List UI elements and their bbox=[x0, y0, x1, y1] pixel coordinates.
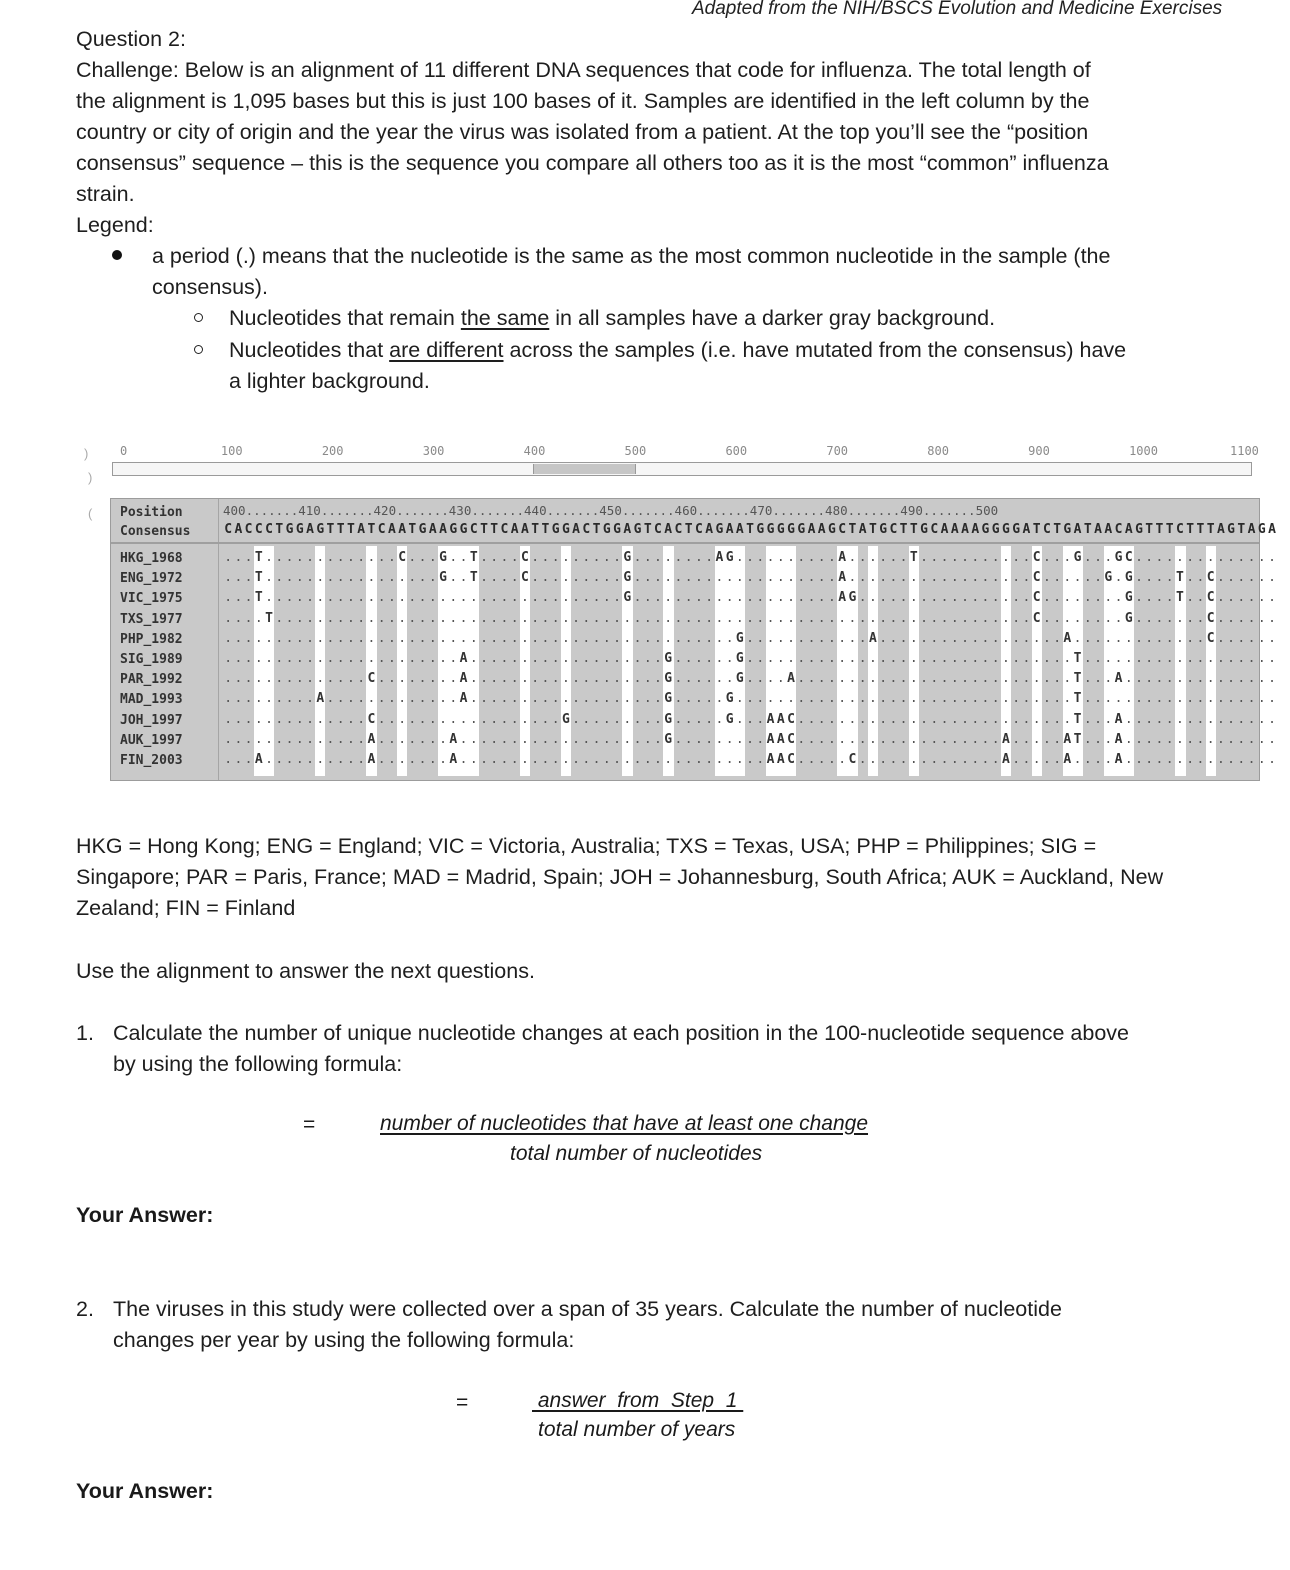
sample-label: PAR_1992 bbox=[120, 672, 183, 688]
sequence-row: . . . . T . . . . . . . . . . . . . . . . . . . . . . . . . . . . . . . . . . . . . . . . . . . . . . . . . . . . . . . . . . . . . . . . . . . . . . . . . . C . . . . . . . . G . . . . . . . C . . . . . . bbox=[224, 610, 1276, 626]
bullet-icon bbox=[112, 250, 122, 260]
sample-label: JOH_1997 bbox=[120, 712, 183, 728]
sequence-row: . . . . . . . . . . . . . . . . . . . . . . . A . . . . . . . . . . . . . . . . . . . G . . . . . . G . . . . . . . . . . . . . . . . . . . . . . . . . . . . . . . . T . . . . . . . . . . . . . . . . . . . bbox=[224, 651, 1276, 666]
sequence-row: . . . . . . . . . . . . . . C . . . . . . . . A . . . . . . . . . . . . . . . . . . . G . . . . . . G . . . . A . . . . . . . . . . . . . . . . . . . . . . . . . . . T . . . A . . . . . . . . . . . . . . . bbox=[224, 671, 1276, 687]
underlined-term: the same bbox=[460, 306, 550, 330]
position-label: Position bbox=[120, 505, 183, 520]
ruler-tick-label: 300 bbox=[422, 444, 445, 458]
sample-label: HKG_1968 bbox=[120, 551, 183, 566]
sequence-row: . . . . . . . . . . . . . . C . . . . . . . . . . . . . . . . . . G . . . . . . . . . G . . . . . G . . . A A C . . . . . . . . . . . . . . . . . . . . . . . . . . . T . . . A . . . . . . . . . . . . . . . bbox=[224, 711, 1276, 727]
sequence-row: . . . A . . . . . . . . . . A . . . . . . . A . . . . . . . . . . . . . . . . . . . . . . . . . . . . . . A A C . . . . . C . . . . . . . . . . . . . . A . . . . . A . . . . A . . . . . . . . . . . . . . . bbox=[224, 752, 1276, 767]
ruler-tick-label: 100 bbox=[220, 444, 243, 458]
legend-bullet-line: a period (.) means that the nucleotide is the same as the most common nucleotide in the sample (the bbox=[152, 244, 1111, 268]
sample-label: FIN_2003 bbox=[120, 753, 183, 768]
formula-1-denominator: total number of nucleotides bbox=[510, 1142, 763, 1165]
question-line: Calculate the number of unique nucleotide changes at each position in the 100-nucleotide sequence above bbox=[113, 1021, 1130, 1045]
answer-label-1: Your Answer: bbox=[76, 1203, 214, 1227]
formula-1-equals: = bbox=[303, 1113, 316, 1136]
sequence-row: . . . T . . . . . . . . . . . . . . . . . G . . T . . . . C . . . . . . . . . G . . . . . . . . . . . . . . . . . . . . A . . . . . . . . . . . . . . . . . . C . . . . . . G . G . . . . T . . C . . . . . . bbox=[224, 570, 1276, 586]
ruler-tick-label: 600 bbox=[725, 444, 748, 458]
ruler-tick-label: 900 bbox=[1028, 444, 1050, 458]
ruler-tick-label: 0 bbox=[120, 444, 128, 458]
sample-label: ENG_1972 bbox=[120, 571, 183, 587]
sample-label: VIC_1975 bbox=[120, 591, 183, 607]
sample-label: PHP_1982 bbox=[120, 631, 183, 647]
underlined-term: are different bbox=[389, 338, 504, 362]
abbreviations-line: HKG = Hong Kong; ENG = England; VIC = Victoria, Australia; TXS = Texas, USA; PHP = Philippines; SIG = bbox=[76, 834, 1097, 858]
hollow-bullet-icon bbox=[194, 345, 203, 354]
abbreviations-key bbox=[76, 831, 1236, 924]
sequence-row: . . . . . . . . . . . . . . A . . . . . . . A . . . . . . . . . . . . . . . . . . . . G . . . . . . . . . A A C . . . . . . . . . . . . . . . . . . . . A . . . . . A T . . . A . . . . . . . . . . . . . . . bbox=[224, 731, 1276, 747]
answer-label-2: Your Answer: bbox=[76, 1479, 214, 1503]
margin-mark: ) bbox=[84, 446, 89, 461]
ruler-tick-label: 500 bbox=[624, 444, 647, 458]
legend-bullet-text bbox=[152, 241, 1222, 303]
sequence-row: . . . . . . . . . . . . . . . . . . . . . . . . . . . . . . . . . . . . . . . . . . . . . . . . . . G . . . . . . . . . . . . A . . . . . . . . . . . . . . . . . . A . . . . . . . . . . . . . C . . . . . . bbox=[224, 630, 1276, 646]
instruction-text: Use the alignment to answer the next questions. bbox=[76, 959, 535, 983]
question-line: The viruses in this study were collected over a span of 35 years. Calculate the number of nucleotide bbox=[113, 1297, 1062, 1321]
consensus-label: Consensus bbox=[120, 524, 191, 539]
position-ruler-line: 400.......410.......420.......430.......440.......450.......460.......470.......480.......490.......500 bbox=[223, 503, 999, 518]
intro-line: consensus” sequence – this is the sequence you compare all others too as it is the most “common” influenza bbox=[76, 151, 1109, 175]
sample-label: TXS_1977 bbox=[120, 611, 183, 627]
source-attribution: Adapted from the NIH/BSCS Evolution and Medicine Exercises bbox=[692, 0, 1223, 19]
ruler-tick-label: 1000 bbox=[1129, 444, 1158, 458]
formula-2-numerator: answer from Step 1 bbox=[532, 1389, 744, 1412]
formula-1-numerator: number of nucleotides that have at least one change bbox=[380, 1112, 869, 1135]
ruler-tick-label: 200 bbox=[321, 444, 344, 458]
question-line: changes per year by using the following formula: bbox=[113, 1328, 575, 1352]
question-title: Question 2: bbox=[76, 27, 186, 51]
margin-mark: ) bbox=[88, 470, 93, 485]
legend-bullet-line: consensus). bbox=[152, 275, 268, 299]
sample-label: SIG_1989 bbox=[120, 652, 183, 667]
formula-2-equals: = bbox=[456, 1391, 469, 1414]
ruler-tick-label: 800 bbox=[927, 444, 949, 458]
ruler-tick-label: 1100 bbox=[1230, 444, 1259, 458]
intro-line: country or city of origin and the year the virus was isolated from a patient. At the top you’ll see the “position bbox=[76, 120, 1089, 144]
ruler-tick-label: 400 bbox=[523, 444, 546, 458]
margin-mark: ( bbox=[88, 506, 93, 521]
sample-label: MAD_1993 bbox=[120, 692, 183, 708]
hollow-bullet-icon bbox=[194, 313, 203, 322]
abbreviations-line: Zealand; FIN = Finland bbox=[76, 896, 296, 920]
alignment-overview-ruler bbox=[110, 444, 1259, 484]
intro-line: the alignment is 1,095 bases but this is just 100 bases of it. Samples are identified in the left column by the bbox=[76, 89, 1090, 113]
sequence-alignment bbox=[110, 498, 1276, 781]
intro-paragraph bbox=[76, 55, 1226, 210]
question-number: 1. bbox=[76, 1021, 94, 1045]
sequence-row: . . . . . . . . . A . . . . . . . . . . . . . A . . . . . . . . . . . . . . . . . . . G . . . . . G . . . . . . . . . . . . . . . . . . . . . . . . . . . . . . . . . T . . . . . . . . . . . . . . . . . . . bbox=[224, 691, 1276, 707]
visible-window-handle[interactable] bbox=[533, 464, 636, 474]
ruler-tick-label: 700 bbox=[826, 444, 849, 458]
sequence-row: . . . T . . . . . . . . . . . . . . . . . . . . . . . . . . . . . . . . . . . G . . . . . . . . . . . . . . . . . . . . A G . . . . . . . . . . . . . . . . . C . . . . . . . . G . . . . T . . C . . . . . . bbox=[224, 590, 1276, 606]
intro-line: strain. bbox=[76, 182, 135, 206]
consensus-sequence: C A C C C T G G A G T T T A T C A A T G A A G G C T T C A A T T G G A C T G G A G T C A C T C A G A A T G G G G G A A G C T A T G C T T G C A A A A G G G G A T C T G A T A A C A G T T T C T T T A G T A G A bbox=[224, 522, 1276, 537]
formula-2-denominator: total number of years bbox=[538, 1418, 736, 1441]
question-number: 2. bbox=[76, 1297, 94, 1321]
overview-bar[interactable] bbox=[112, 462, 1252, 476]
question-line: by using the following formula: bbox=[113, 1052, 403, 1076]
abbreviations-line: Singapore; PAR = Paris, France; MAD = Madrid, Spain; JOH = Johannesburg, South Africa; AUK = Auckland, New bbox=[76, 865, 1164, 889]
sequence-area bbox=[223, 499, 1276, 780]
legend-title: Legend: bbox=[76, 213, 154, 237]
sample-label: AUK_1997 bbox=[120, 732, 183, 748]
intro-line: Challenge: Below is an alignment of 11 different DNA sequences that code for influenza. The total length of bbox=[76, 58, 1091, 82]
sequence-row: . . . T . . . . . . . . . . . . . C . . . G . . T . . . . C . . . . . . . . . G . . . . . . . . A G . . . . . . . . . . A . . . . . . T . . . . . . . . . . . C . . . G . . . G C . . . . . . . . . . . . . . bbox=[224, 550, 1276, 565]
